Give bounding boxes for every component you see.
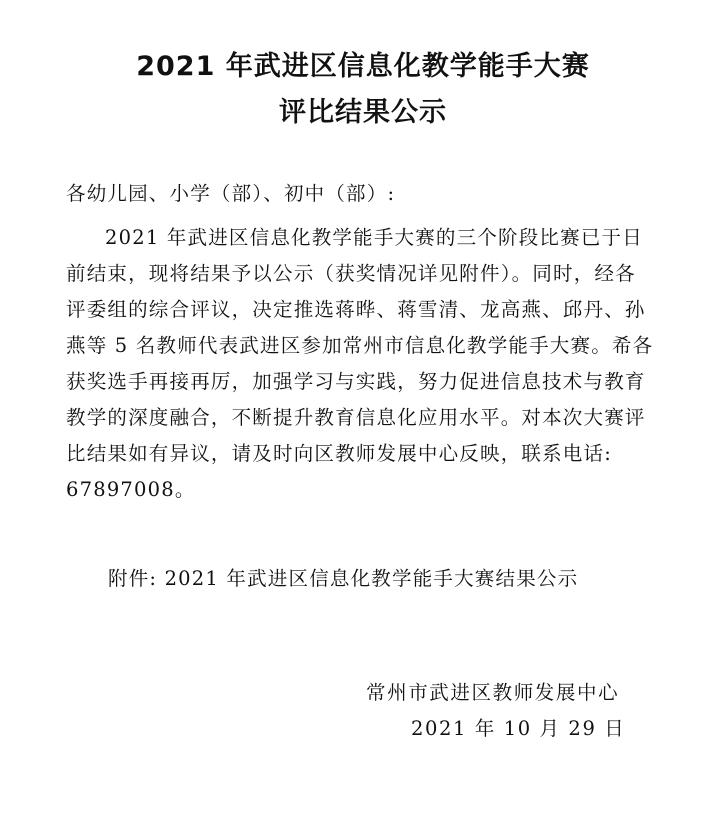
body-line: 燕等 5 名教师代表武进区参加常州市信息化教学能手大赛。希各 — [66, 334, 654, 357]
issue-date: 2021 年 10 月 29 日 — [411, 717, 626, 740]
body-line: 前结束，现将结果予以公示（获奖情况详见附件）。同时，经各 — [66, 262, 636, 285]
body-line: 获奖选手再接再厉，加强学习与实践，努力促进信息技术与教育 — [66, 370, 646, 393]
body-line: 67897008。 — [66, 478, 196, 501]
body-line: 教学的深度融合，不断提升教育信息化应用水平。对本次大赛评 — [66, 406, 646, 429]
signer-organization: 常州市武进区教师发展中心 — [366, 681, 620, 704]
attachment-note: 附件: 2021 年武进区信息化教学能手大赛结果公示 — [108, 567, 579, 590]
body-line: 评委组的综合评议，决定推选蒋晔、蒋雪清、龙高燕、邱丹、孙 — [66, 298, 646, 321]
body-line: 比结果如有异议，请及时向区教师发展中心反映，联系电话: — [66, 442, 612, 465]
document-subtitle: 评比结果公示 — [279, 97, 447, 128]
body-line: 2021 年武进区信息化教学能手大赛的三个阶段比赛已于日 — [105, 226, 643, 249]
salutation: 各幼儿园、小学（部）、初中（部）: — [66, 182, 396, 205]
document-title: 2021 年武进区信息化教学能手大赛 — [136, 51, 590, 82]
